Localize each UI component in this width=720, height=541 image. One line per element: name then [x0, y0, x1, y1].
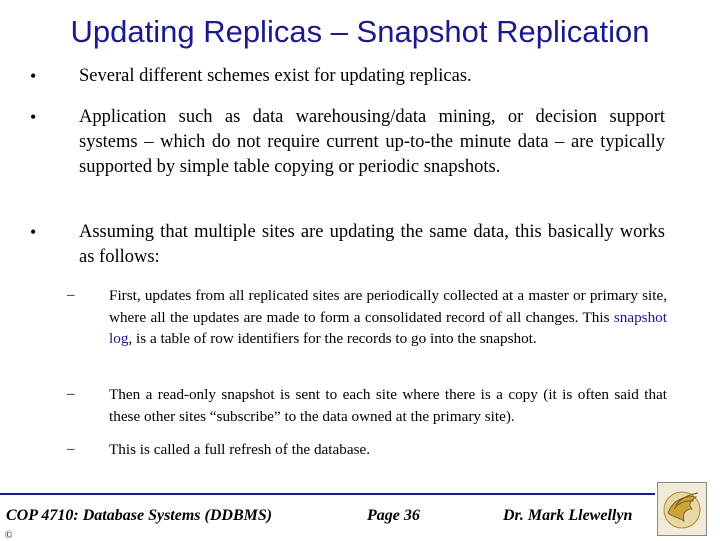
slide-title: Updating Replicas – Snapshot Replication: [70, 14, 650, 49]
subbullet-marker: –: [67, 386, 75, 402]
subbullet-text-2: Then a read-only snapshot is sent to each site where there is a copy (it is often said that these other sites “subscribe” to the data owned at the primary site).: [109, 386, 667, 425]
subbullet-marker: –: [67, 441, 75, 457]
bullet-text-3: Assuming that multiple sites are updating the same data, this basically works as follows:: [79, 222, 665, 267]
subbullet-text-1: [109, 285, 667, 350]
snapshot-log-term: snapshot log: [109, 308, 667, 347]
footer-course: COP 4710: Database Systems (DDBMS): [6, 507, 273, 524]
bullet-marker: •: [30, 222, 37, 242]
subbullet-marker: –: [67, 287, 75, 303]
footer-page-number: Page 36: [367, 507, 420, 524]
subbullet-text-1-before: First, updates from all replicated sites are periodically collected at a master or primary site, where all the updates are made to form a consolidated record of all changes. This: [109, 287, 667, 326]
bullet-marker: •: [30, 66, 37, 86]
bullet-text-1: Several different schemes exist for updating replicas.: [79, 66, 472, 86]
bullet-marker: •: [30, 107, 37, 127]
footer-author: Dr. Mark Llewellyn: [503, 507, 633, 524]
subbullet-text-1-after: , is a table of row identifiers for the records to go into the snapshot.: [128, 330, 537, 347]
subbullet-text-3: This is called a full refresh of the database.: [109, 441, 371, 458]
copyright-symbol: ©: [5, 530, 13, 541]
ucf-pegasus-logo-icon: [657, 482, 707, 536]
footer-divider: [0, 493, 655, 495]
bullet-text-2: Application such as data warehousing/data mining, or decision support systems – which do not require current up-to-the minute data – are typically supported by simple table copying or periodic snapshots.: [79, 107, 665, 177]
